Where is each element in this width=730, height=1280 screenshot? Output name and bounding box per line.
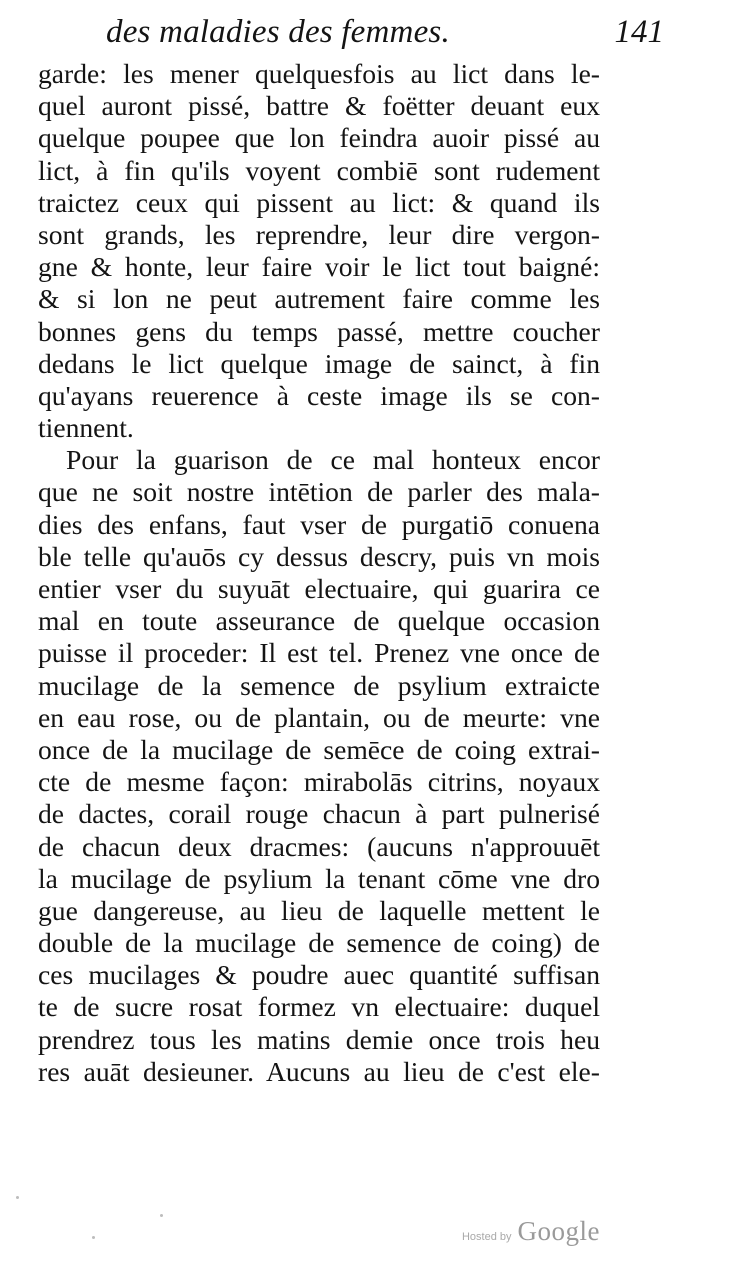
paper-speck	[160, 1214, 163, 1217]
text-line: gne & honte, leur faire voir le lict tout baigné:	[38, 251, 600, 283]
text-line: ble telle qu'auōs cy dessus descry, puis vn mois	[38, 540, 600, 572]
page-header	[100, 14, 670, 58]
text-line: & si lon ne peut autrement faire comme les	[38, 283, 600, 315]
text-line: te de sucre rosat formez vn electuaire: duquel	[38, 991, 600, 1023]
body-text	[38, 58, 600, 1088]
text-line: dedans le lict quelque image de sainct, à fin	[38, 347, 600, 379]
running-title: des maladies des femmes.	[106, 14, 450, 50]
text-line: la mucilage de psylium la tenant cōme vne dro	[38, 862, 600, 894]
text-line: puisse il proceder: Il est tel. Prenez vne once de	[38, 637, 600, 669]
text-line: en eau rose, ou de plantain, ou de meurte: vne	[38, 701, 600, 733]
text-line: garde: les mener quelquesfois au lict dans le-	[38, 58, 600, 89]
paper-speck	[16, 1196, 19, 1199]
text-line: de dactes, corail rouge chacun à part pulnerisé	[38, 798, 600, 830]
text-line: gue dangereuse, au lieu de laquelle mettent le	[38, 894, 600, 926]
text-line: dies des enfans, faut vser de purgatiō conuena	[38, 508, 600, 540]
page-number: 141	[614, 14, 664, 50]
text-line: double de la mucilage de semence de coing) de	[38, 927, 600, 959]
text-line: ces mucilages & poudre auec quantité suffisan	[38, 959, 600, 991]
text-line: de chacun deux dracmes: (aucuns n'approuuēt	[38, 830, 600, 862]
paper-speck	[92, 1236, 95, 1239]
text-line: prendrez tous les matins demie once trois heu	[38, 1023, 600, 1055]
text-line: que ne soit nostre intētion de parler des mala-	[38, 476, 600, 508]
google-logo: Google	[517, 1216, 600, 1246]
paragraph-start-line: Pour la guarison de ce mal honteux encor	[66, 444, 600, 476]
text-line: bonnes gens du temps passé, mettre coucher	[38, 315, 600, 347]
text-line: quelque poupee que lon feindra auoir pissé au	[38, 122, 600, 154]
text-line: traictez ceux qui pissent au lict: & quand ils	[38, 186, 600, 218]
text-line: lict, à fin qu'ils voyent combiē sont rudement	[38, 154, 600, 186]
hosted-by-watermark	[462, 1216, 600, 1247]
hosted-by-label: Hosted by	[461, 1231, 512, 1243]
text-line: once de la mucilage de semēce de coing extrai-	[38, 733, 600, 765]
text-line: entier vser du suyuāt electuaire, qui guarira ce	[38, 573, 600, 604]
text-line: tiennent.	[38, 412, 134, 444]
text-line: qu'ayans reuerence à ceste image ils se con-	[38, 379, 600, 411]
text-line: mucilage de la semence de psylium extraicte	[38, 669, 600, 701]
text-line: res auāt desieuner. Aucuns au lieu de c'est ele-	[38, 1055, 600, 1087]
text-line: cte de mesme façon: mirabolās citrins, noyaux	[38, 766, 600, 798]
text-line: quel auront pissé, battre & foëtter deuant eux	[38, 90, 600, 122]
text-line: sont grands, les reprendre, leur dire vergon-	[38, 218, 600, 250]
text-line: mal en toute asseurance de quelque occasion	[38, 605, 600, 637]
